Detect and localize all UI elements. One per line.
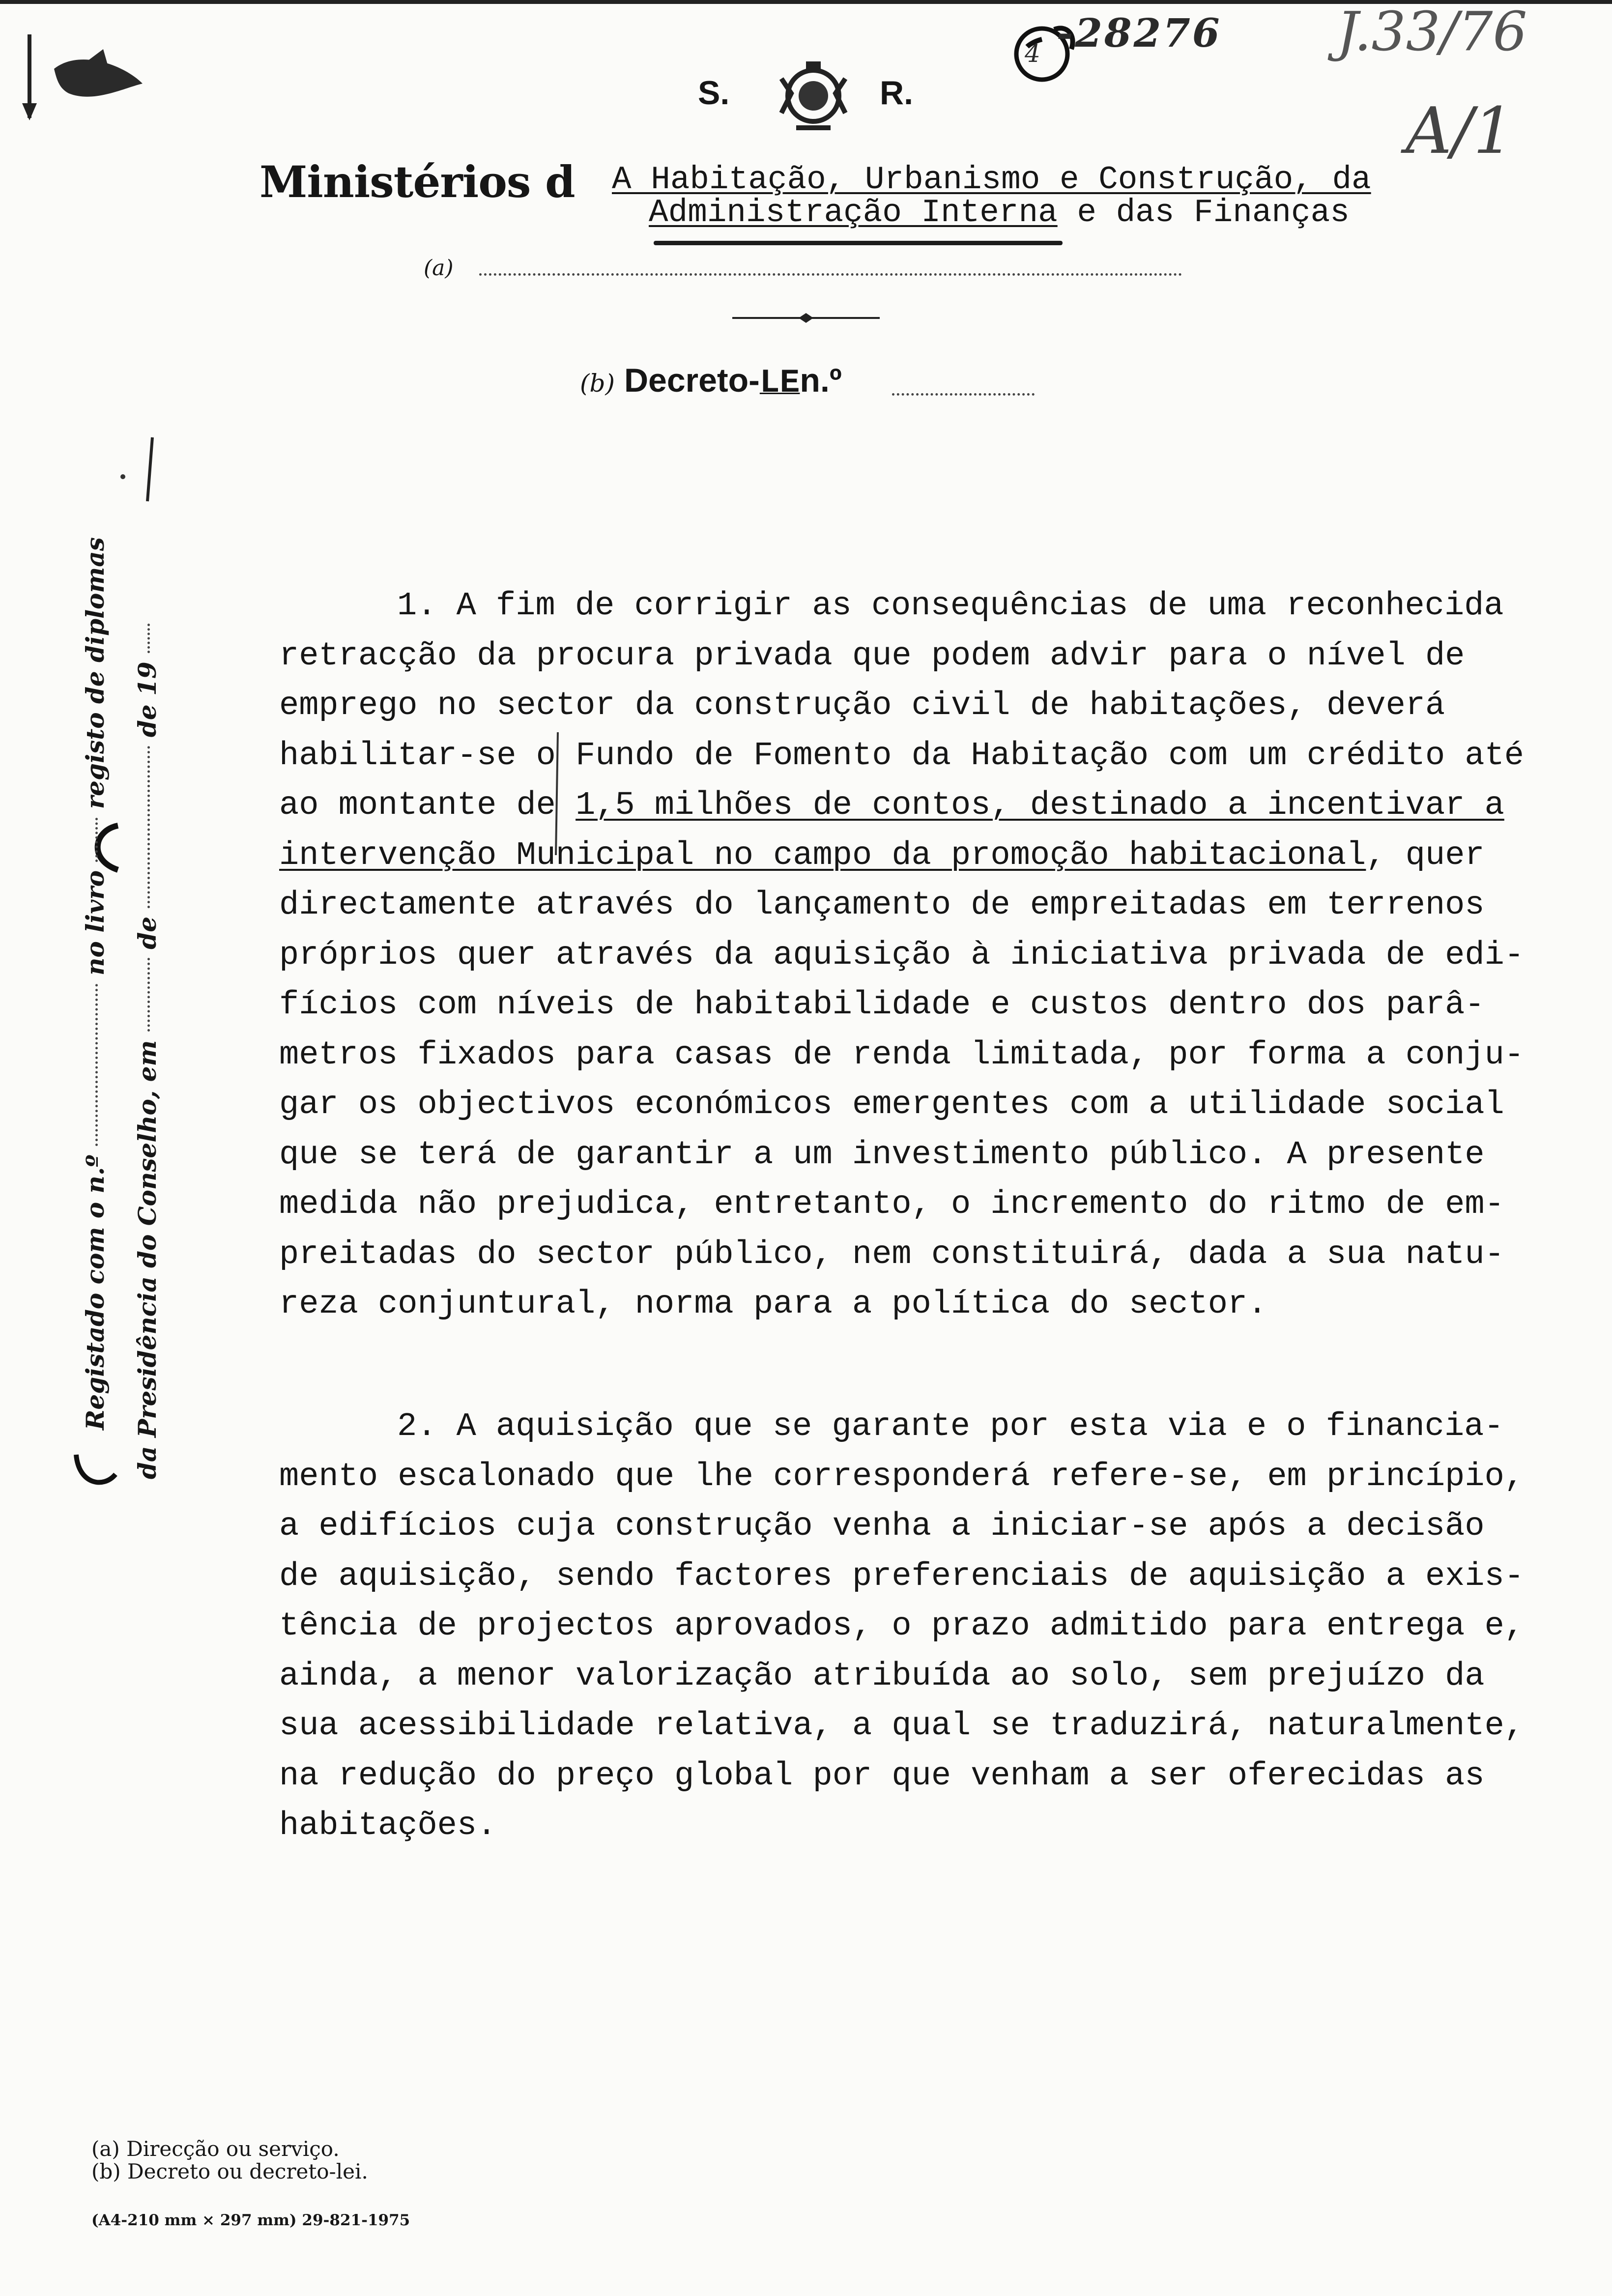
margin-dotted-blank — [93, 984, 98, 1146]
sr-emblem-row — [688, 59, 983, 138]
paragraph-2-line: na redução do preço global por que venham a ser oferecidas as — [279, 1757, 1485, 1795]
circled-number: 4 — [1025, 39, 1040, 68]
paragraph-1-line: retracção da procura privada que podem advir para o nível de — [279, 637, 1465, 675]
paragraph-1-line: próprios quer através da aquisição à iniciativa privada de edi- — [279, 936, 1525, 974]
footnote-b: (b) Decreto ou decreto-lei. — [91, 2159, 368, 2183]
pin-bird-mark-icon — [10, 29, 167, 128]
decreto-title — [580, 361, 842, 402]
margin-dotted-blank — [145, 746, 150, 908]
margin-registered-number: Registado com o n.º — [81, 1154, 110, 1430]
paragraph-1-line: directamente através do lançamento de empreitadas em terrenos — [279, 887, 1485, 924]
paragraph-2-line: ainda, a menor valorização atribuída ao solo, sem prejuízo da — [279, 1657, 1485, 1695]
paragraph-1-line: preitadas do sector público, nem constituirá, dada a sua natu- — [279, 1235, 1504, 1273]
s-letter: S. — [698, 74, 730, 112]
paragraph-2-line: sua acessibilidade relativa, a qual se traduzirá, naturalmente, — [279, 1707, 1525, 1745]
handwritten-reference-number: -28276 — [1057, 10, 1222, 56]
form-code: (A4-210 mm × 297 mm) 29-821-1975 — [91, 2211, 410, 2229]
paragraph-2-line: 2. A aquisição que se garante por esta via e o financia- — [397, 1408, 1504, 1445]
underlined-municipal-phrase: intervenção Municipal no campo da promoção habitacional — [279, 836, 1366, 874]
paragraph-2-line: tência de projectos aprovados, o prazo admitido para entrega e, — [279, 1607, 1525, 1645]
margin-dotted-blank — [145, 624, 150, 653]
underlined-credit-phrase: 1,5 milhões de contos, destinado a incentivar a — [576, 787, 1504, 824]
paragraph-1-line: fícios com níveis de habitabilidade e custos dentro dos parâ- — [279, 986, 1485, 1024]
service-dotted-line — [479, 273, 1182, 276]
margin-presidency: da Presidência do Conselho, em — [133, 1040, 162, 1479]
paragraph-1 — [279, 581, 1547, 1330]
paragraph-1-line: reza conjuntural, norma para a política do sector. — [279, 1286, 1267, 1323]
paragraph-1-line: metros fixados para casas de renda limitada, por forma a conju- — [279, 1036, 1525, 1074]
ornament-rule — [732, 313, 880, 323]
paragraph-1-line: que se terá de garantir a um investimento público. A presente — [279, 1136, 1485, 1174]
margin-dotted-blank — [145, 958, 150, 1032]
paragraph-1-line — [279, 781, 1547, 831]
paragraph-1-line-end: , quer — [1366, 836, 1485, 874]
margin-dotted-blank — [93, 818, 98, 862]
ministerios-heading: Ministérios d — [259, 156, 575, 207]
handwritten-top-right-reference: J.33/76 — [1337, 0, 1527, 63]
margin-date-de: de — [133, 916, 162, 949]
paragraph-1-line: gar os objectivos económicos emergentes com a utilidade social — [279, 1086, 1504, 1123]
ministry-line-2-underlined: Administração Interna — [649, 194, 1058, 231]
margin-bracket-bottom-icon — [69, 1440, 123, 1499]
paragraph-2 — [279, 1402, 1547, 1851]
paragraph-1-line: habilitar-se o Fundo de Fomento da Habitação com um crédito até — [279, 737, 1525, 775]
registration-margin — [69, 537, 187, 1499]
paragraph-2-line: a edifícios cuja construção venha a iniciar-se após a decisão — [279, 1508, 1485, 1545]
paragraph-1-line: 1. A fim de corrigir as consequências de uma reconhecida — [397, 587, 1504, 625]
ministry-line-2-rest: e das Finanças — [1057, 194, 1350, 231]
service-label: (a) — [424, 256, 454, 281]
paragraph-1-line — [279, 831, 1547, 881]
coat-of-arms-icon — [772, 59, 855, 133]
ministry-line-1: A Habitação, Urbanismo e Construção, da — [612, 161, 1371, 198]
pencil-mark — [108, 432, 167, 506]
decreto-b-mark: (b) — [580, 369, 615, 398]
margin-column-1 — [81, 537, 110, 1430]
margin-book: no livro — [81, 870, 110, 976]
footnote-a: (a) Direcção ou serviço. — [91, 2137, 340, 2161]
margin-diploma-registry: registo de diplomas — [81, 537, 110, 809]
paragraph-1-line: emprego no sector da construção civil de habitações, deverá — [279, 687, 1445, 724]
ministry-line-2 — [649, 194, 1350, 231]
decreto-dotted-line — [892, 393, 1035, 396]
decreto-suffix: n.º — [800, 362, 842, 399]
r-letter: R. — [880, 74, 913, 112]
handwritten-underline — [654, 241, 1063, 245]
decreto-le-handtyped: LE — [759, 364, 800, 402]
margin-year: de 19 — [133, 661, 162, 738]
paragraph-2-line: de aquisição, sendo factores preferenciais de aquisição a exis- — [279, 1557, 1525, 1595]
footnotes — [91, 2138, 368, 2183]
paragraph-2-line: habitações. — [279, 1807, 497, 1844]
paragraph-1-line-start: ao montante de — [279, 787, 576, 824]
paragraph-1-line: medida não prejudica, entretanto, o incremento do ritmo de em- — [279, 1186, 1504, 1223]
decreto-prefix: Decreto- — [624, 362, 760, 399]
paragraph-2-line: mento escalonado que lhe corresponderá refere-se, em princípio, — [279, 1458, 1525, 1495]
margin-column-2 — [133, 565, 162, 1479]
handwritten-page-reference: A/1 — [1406, 93, 1514, 168]
